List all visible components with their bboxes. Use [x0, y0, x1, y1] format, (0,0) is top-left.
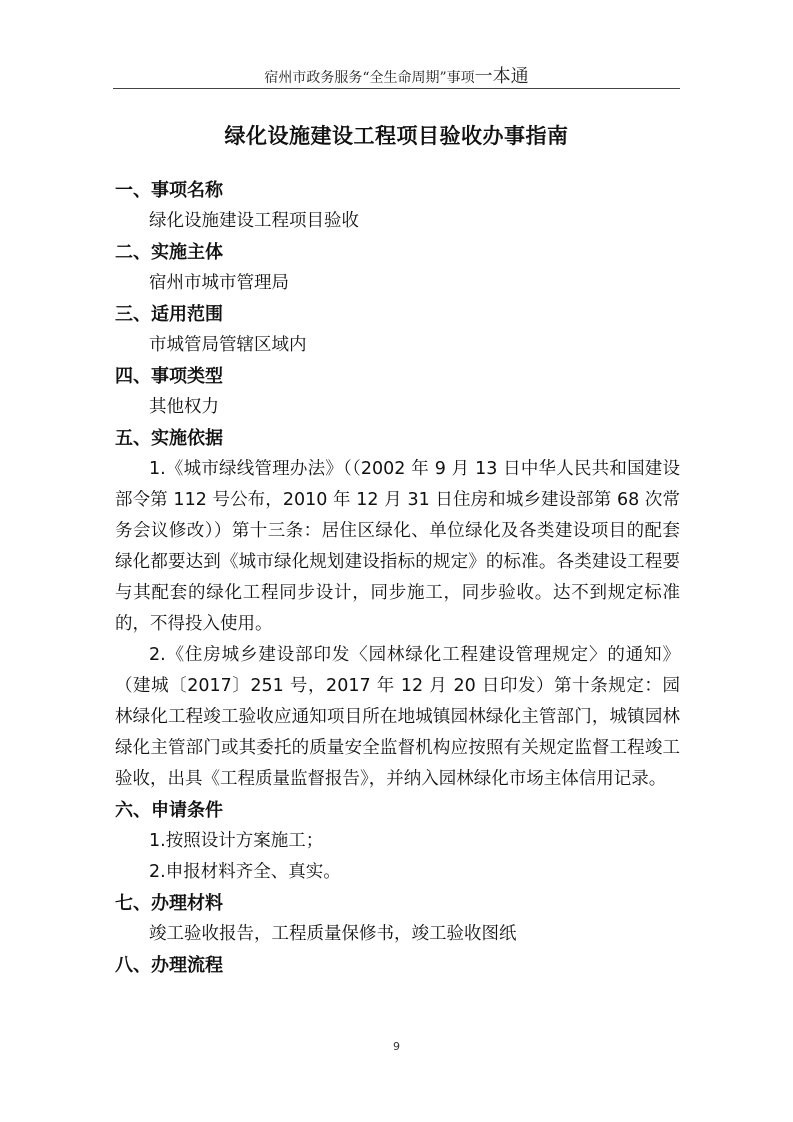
section-heading-7: 七、办理材料 [115, 893, 223, 914]
section-heading-2: 二、实施主体 [115, 242, 223, 263]
section-body-3: 市城管局管辖区域内 [149, 335, 307, 355]
legal-basis-paragraph-1: 1.《城市绿线管理办法》（（2002 年 9 月 13 日中华人民共和国建设部令第 112 号公布，2010 年 12 月 31 日住房和城乡建设部第 68 次常务会议修改））第十三条：居住区绿化、单位绿化及各类建设项目的配套绿化都要达到《城市绿化规划建设指标的规定》的标准。各类建设工程要与其配套的绿化工程同步设计，同步施工，同步验收。达不到规定标准的，不得投入使用。 [115, 459, 680, 634]
section-heading-4: 四、事项类型 [115, 366, 223, 387]
section-heading-3: 三、适用范围 [115, 304, 223, 325]
section-body-1: 绿化设施建设工程项目验收 [149, 211, 359, 231]
section-body-2: 宿州市城市管理局 [149, 273, 289, 293]
legal-basis-paragraph-2: 2.《住房城乡建设部印发〈园林绿化工程建设管理规定〉的通知》（建城〔2017〕251 号，2017 年 12 月 20 日印发）第十条规定：园林绿化工程竣工验收应通知项目所在地城镇园林绿化主管部门，城镇园林绿化主管部门或其委托的质量安全监督机构应按照有关规定监督工程竣工验收，出具《工程质量监督报告》，并纳入园林绿化市场主体信用记录。 [115, 645, 680, 789]
running-header [0, 62, 793, 88]
running-header-text: 宿州市政务服务“全生命周期”事项 [264, 70, 475, 86]
condition-item-2: 2.申报材料齐全、真实。 [149, 862, 341, 882]
condition-item-1: 1.按照设计方案施工； [149, 831, 324, 851]
section-body-7: 竣工验收报告，工程质量保修书，竣工验收图纸 [149, 924, 517, 944]
section-body-4: 其他权力 [149, 397, 219, 417]
document-body [115, 175, 680, 981]
section-heading-1: 一、事项名称 [115, 180, 223, 201]
section-heading-5: 五、实施依据 [115, 428, 223, 449]
section-heading-8: 八、办理流程 [115, 955, 223, 976]
document-title: 绿化设施建设工程项目验收办事指南 [224, 124, 569, 148]
page-number: 9 [393, 1040, 400, 1053]
header-rule [113, 88, 680, 89]
section-heading-6: 六、申请条件 [115, 800, 223, 821]
running-header-emphasis: 一本通 [474, 66, 529, 87]
